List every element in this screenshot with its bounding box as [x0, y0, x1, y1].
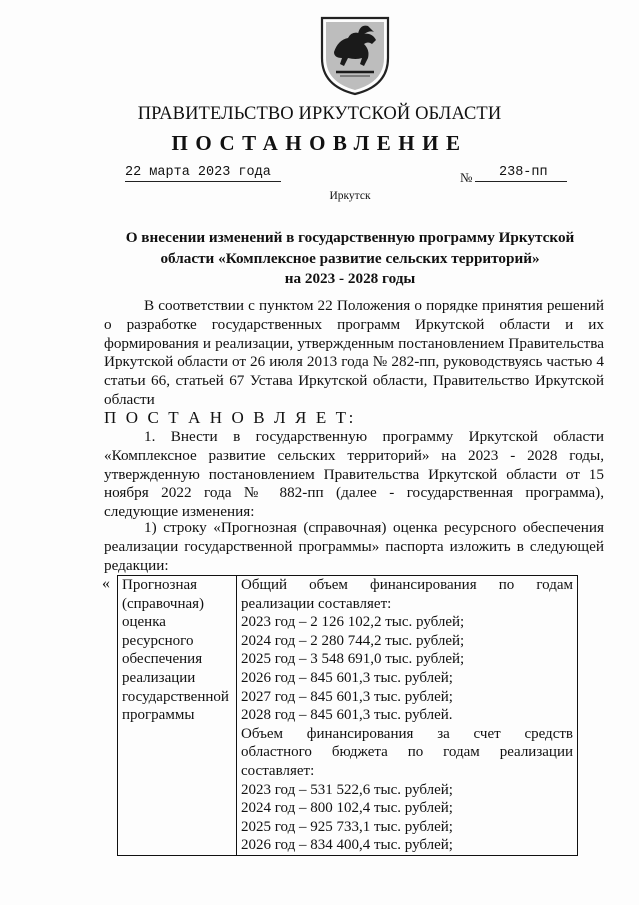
total-intro-line: Общий объем финансирования по годам [241, 577, 573, 593]
table-row [118, 576, 578, 856]
total-year-row: 2026 год – 845 601,3 тыс. рублей; [241, 669, 453, 686]
label-line: Прогнозная [122, 577, 198, 593]
total-year-row: 2027 год – 845 601,3 тыс. рублей; [241, 688, 453, 705]
subject-line: на 2023 - 2028 годы [284, 270, 416, 287]
total-year-row: 2025 год – 3 548 691,0 тыс. рублей; [241, 651, 465, 668]
regional-year-row: 2023 год – 531 522,6 тыс. рублей; [241, 781, 453, 798]
label-line: ресурсного [122, 632, 194, 649]
document-date: 22 марта 2023 года [125, 165, 281, 182]
coat-of-arms-emblem [318, 14, 392, 96]
label-line: реализации [122, 669, 196, 686]
table-value-cell [237, 576, 578, 856]
item-1-paragraph: 1. Внести в государственную программу Иркутской области «Комплексное развитие сельских территорий» на 2023 - 2028 годы, утвержденную постановлением Правительства Иркутской области от 15 ноября 2022 года № 882-пп (далее - государственная программа), следующие изменения: [104, 428, 604, 521]
document-number: 238-пп [475, 165, 567, 182]
regional-year-row: 2024 год – 800 102,4 тыс. рублей; [241, 800, 453, 817]
preamble-paragraph: В соответствии с пунктом 22 Положения о порядке принятия решений о разработке государственных программ Иркутской области и их формирования и реализации, утвержденным постановлением Правительства Иркутской области от 26 июля 2013 года № 282-пп, руководствуясь частью 4 статьи 66, статьей 67 Устава Иркутской области, Правительство Иркутской области [104, 297, 604, 408]
number-sign: № [460, 170, 473, 185]
label-line: (справочная) [122, 595, 205, 612]
regional-intro-line: Объем финансирования за счет средств [241, 725, 573, 742]
document-city: Иркутск [329, 190, 371, 202]
regional-year-row: 2025 год – 925 733,1 тыс. рублей; [241, 818, 453, 835]
total-year-row: 2028 год – 845 601,3 тыс. рублей. [241, 707, 453, 724]
label-line: государственной [122, 688, 229, 705]
opening-quote-mark: « [102, 575, 110, 592]
item-1-1-paragraph: 1) строку «Прогнозная (справочная) оценка ресурсного обеспечения реализации государственной программы» паспорта изложить в следующей редакции: [104, 519, 604, 574]
subject-line: О внесении изменений в государственную программу Иркутской [125, 229, 575, 246]
subject-line: области «Комплексное развитие сельских территорий» [160, 249, 540, 267]
funding-table [117, 575, 578, 856]
regional-year-row: 2026 год – 834 400,4 тыс. рублей; [241, 837, 453, 854]
irkutsk-coat-of-arms-icon [318, 14, 392, 96]
label-line: оценка [122, 614, 166, 631]
regional-intro-line: составляет: [241, 762, 315, 779]
table-label-cell [118, 576, 237, 856]
total-intro-line: реализации составляет: [241, 595, 392, 612]
document-subject [90, 228, 610, 290]
document-type: ПОСТАНОВЛЕНИЕ [171, 131, 468, 155]
label-line: программы [122, 707, 195, 724]
government-title: ПРАВИТЕЛЬСТВО ИРКУТСКОЙ ОБЛАСТИ [137, 104, 502, 124]
label-line: обеспечения [122, 651, 203, 668]
total-year-row: 2023 год – 2 126 102,2 тыс. рублей; [241, 614, 465, 631]
resolve-heading: П О С Т А Н О В Л Я Е Т: [104, 408, 356, 427]
regional-intro-line: областного бюджета по годам реализации [241, 744, 573, 761]
total-year-row: 2024 год – 2 280 744,2 тыс. рублей; [241, 632, 465, 649]
